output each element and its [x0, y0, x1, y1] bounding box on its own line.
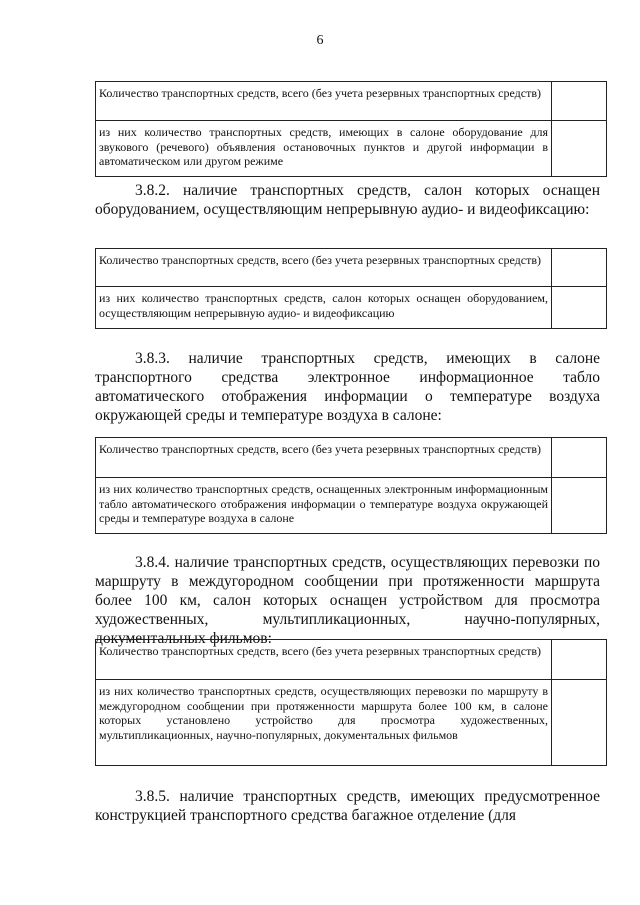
table-cell-label: из них количество транспортных средств, оснащенных электронным информационным табло автоматического отображения информации о температуре воздуха окружающей среды и температуре воздуха в салоне: [96, 478, 552, 534]
vehicle-count-table-video: [95, 248, 607, 329]
table-cell-label: Количество транспортных средств, всего (без учета резервных транспортных средств): [96, 249, 552, 287]
table-cell-label: Количество транспортных средств, всего (без учета резервных транспортных средств): [96, 640, 552, 680]
table-row: [96, 478, 607, 534]
paragraph-3-8-3: [95, 349, 600, 425]
table-cell-value[interactable]: [552, 680, 607, 766]
paragraph-3-8-4: [95, 553, 600, 648]
vehicle-count-table-films: [95, 639, 607, 766]
paragraph-3-8-2: [95, 181, 600, 219]
table-row: [96, 287, 607, 329]
table-cell-label: Количество транспортных средств, всего (без учета резервных транспортных средств): [96, 82, 552, 121]
vehicle-count-table-announcement: [95, 81, 607, 177]
table-cell-value[interactable]: [552, 121, 607, 177]
paragraph-text: 3.8.4. наличие транспортных средств, осуществляющих перевозки по маршруту в междугородном сообщении при протяженности маршрута более 100 км, салон которых оснащен устройством для просмотра художественных, мультипликационных, научно-популярных, документальных фильмов:: [95, 554, 600, 647]
page-number: 6: [316, 33, 324, 48]
table-cell-value[interactable]: [552, 640, 607, 680]
vehicle-count-table-temperature: [95, 437, 607, 534]
table-cell-value[interactable]: [552, 82, 607, 121]
paragraph-text: 3.8.5. наличие транспортных средств, имеющих предусмотренное конструкцией транспортного средства багажное отделение (для: [95, 788, 600, 824]
table-cell-value[interactable]: [552, 287, 607, 329]
table-cell-label: Количество транспортных средств, всего (без учета резервных транспортных средств): [96, 438, 552, 478]
table-row: [96, 121, 607, 177]
table-cell-label: из них количество транспортных средств, имеющих в салоне оборудование для звукового (речевого) объявления остановочных пунктов и другой информации в автоматическом или другом режиме: [96, 121, 552, 177]
paragraph-3-8-5: [95, 787, 600, 825]
table-row: [96, 82, 607, 121]
table-row: [96, 680, 607, 766]
table-row: [96, 249, 607, 287]
table-cell-value[interactable]: [552, 249, 607, 287]
table-cell-label: из них количество транспортных средств, осуществляющих перевозки по маршруту в междугородном сообщении при протяженности маршрута более 100 км, в салоне которых установлено устройство для просмотра художественных, мультипликационных, научно-популярных, документальных фильмов: [96, 680, 552, 766]
paragraph-text: 3.8.2. наличие транспортных средств, салон которых оснащен оборудованием, осуществляющим непрерывную аудио- и видеофиксацию:: [95, 182, 600, 218]
table-row: [96, 640, 607, 680]
table-cell-label: из них количество транспортных средств, салон которых оснащен оборудованием, осуществляющим непрерывную аудио- и видеофиксацию: [96, 287, 552, 329]
table-cell-value[interactable]: [552, 478, 607, 534]
table-row: [96, 438, 607, 478]
paragraph-text: 3.8.3. наличие транспортных средств, имеющих в салоне транспортного средства электронное информационное табло автоматического отображения информации о температуре воздуха окружающей среды и температуре воздуха в салоне:: [95, 350, 600, 424]
table-cell-value[interactable]: [552, 438, 607, 478]
